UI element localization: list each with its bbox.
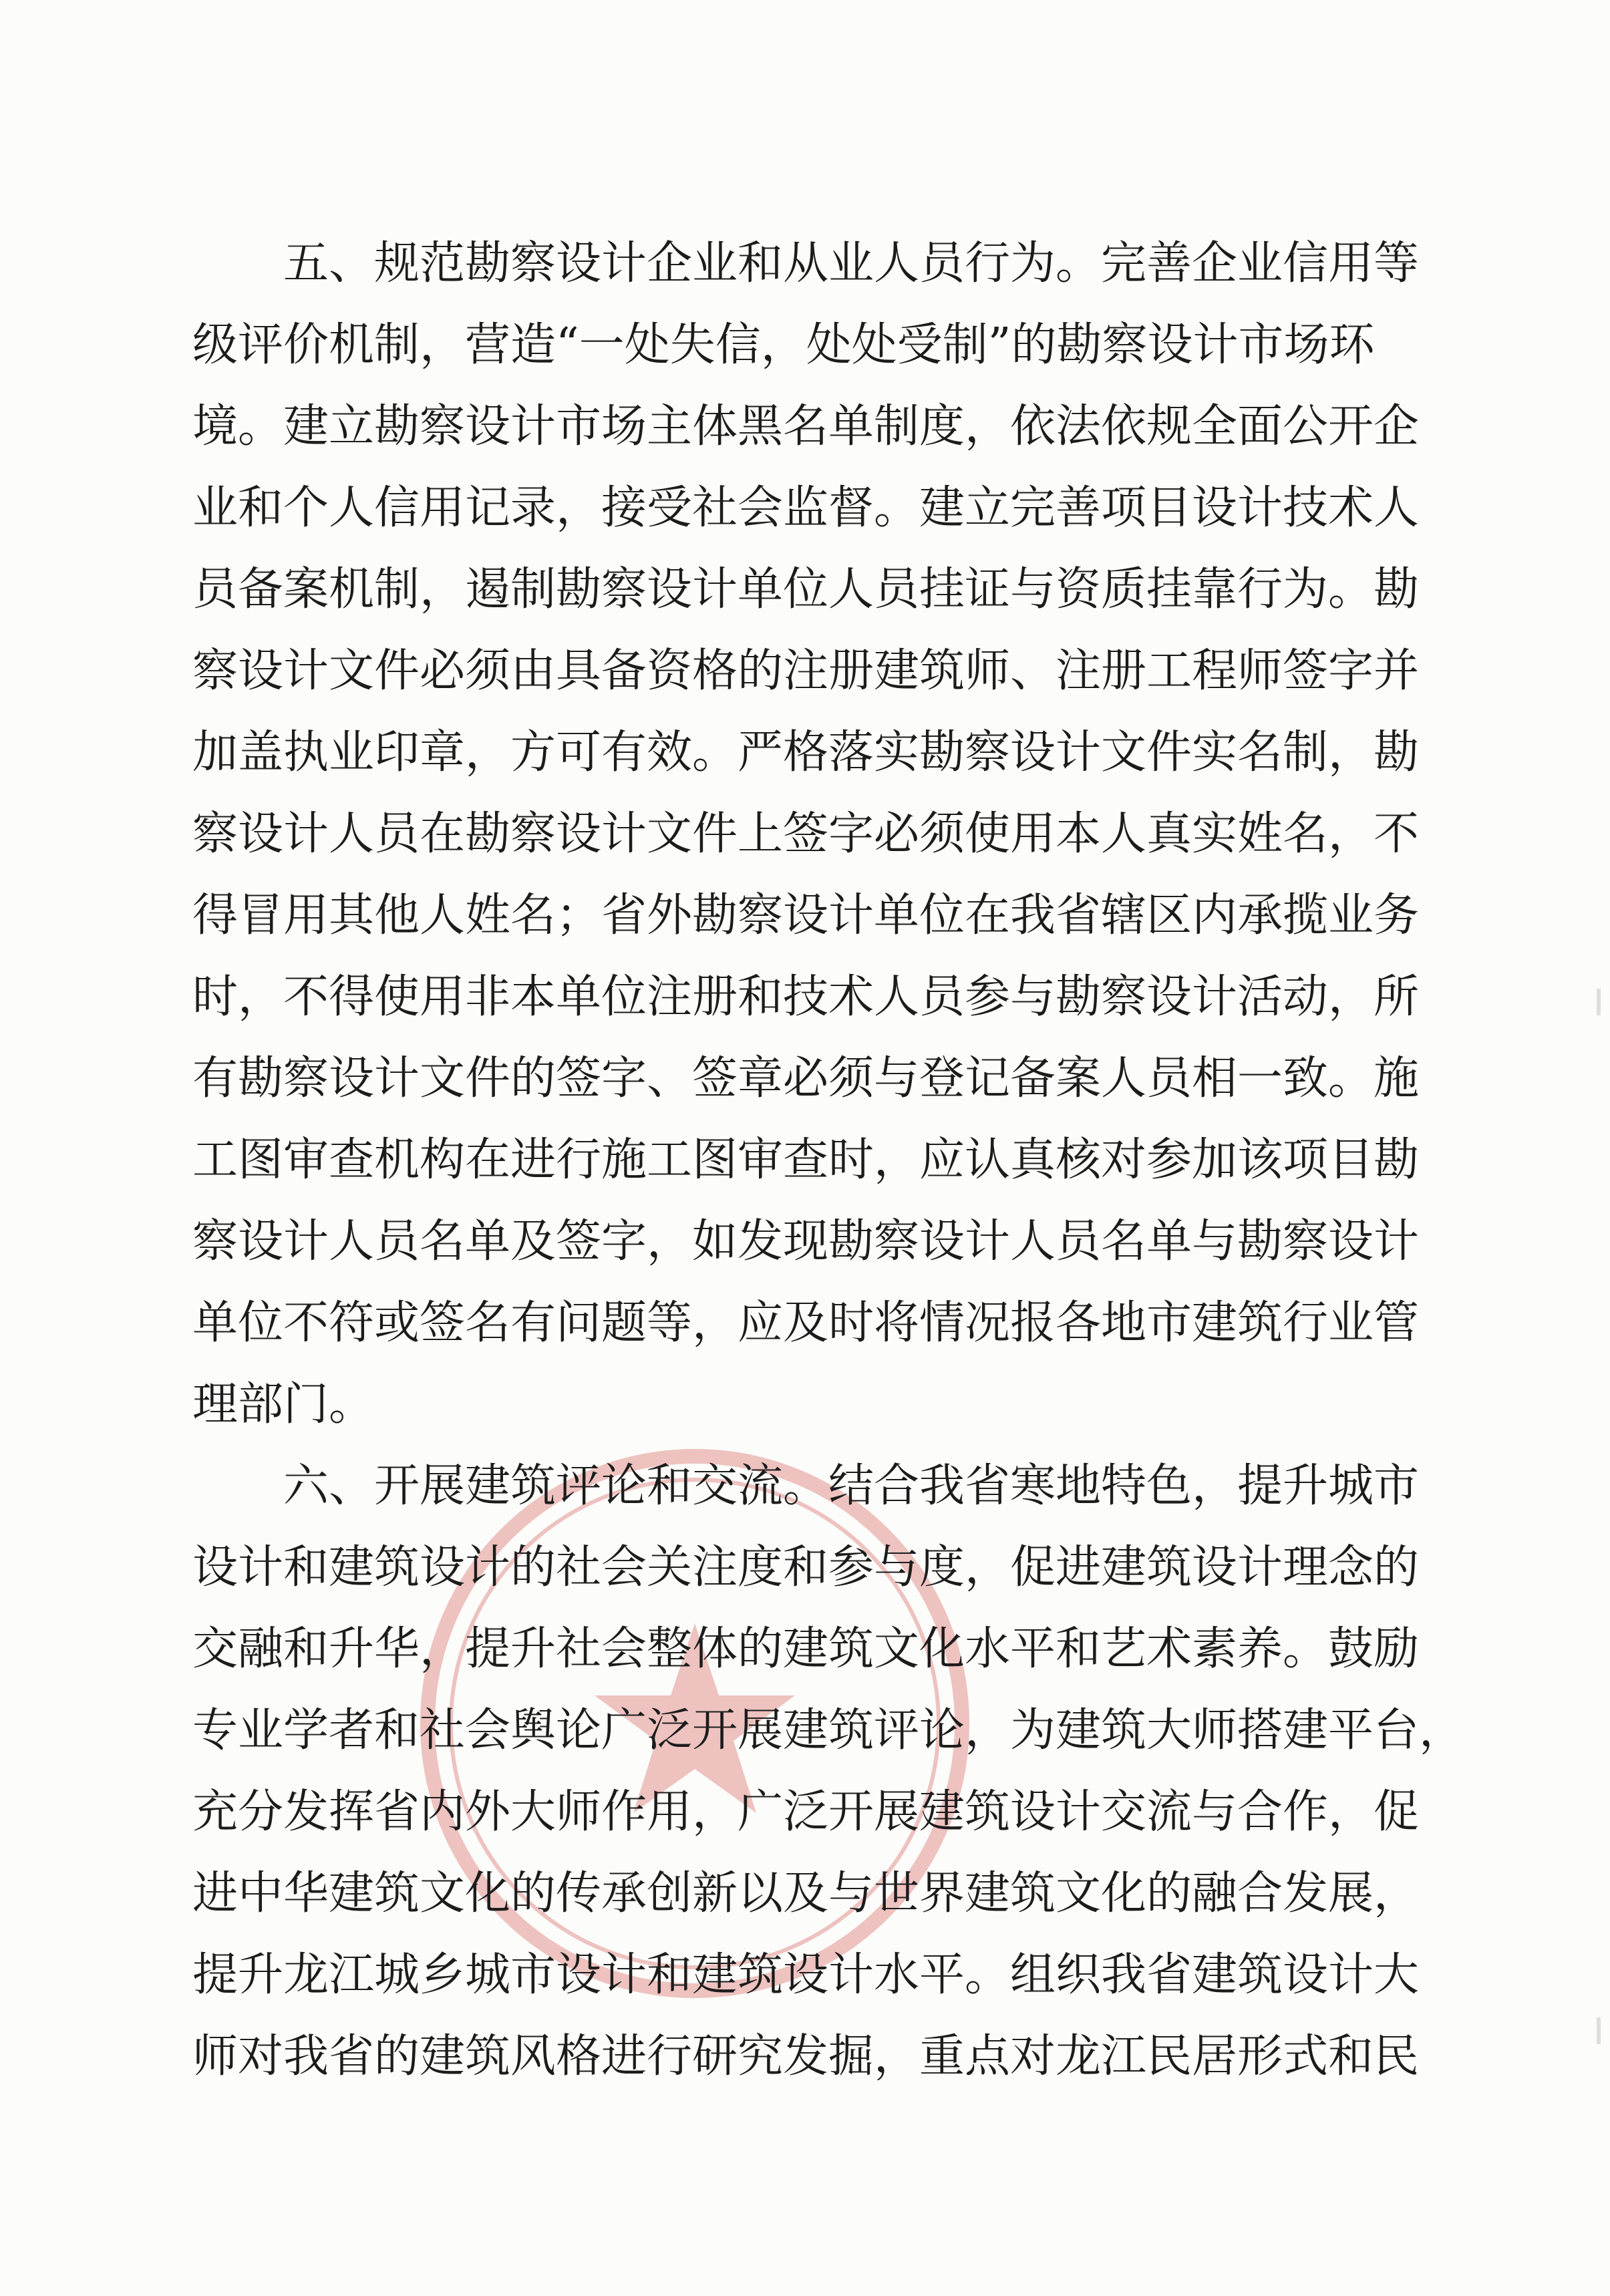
para5-line-12: 工图审查机构在进行施工图审查时，应认真核对参加该项目勘 bbox=[192, 1134, 1420, 1186]
para5-line-4: 业和个人信用记录，接受社会监督。建立完善项目设计技术人 bbox=[192, 482, 1420, 534]
para6-line-4: 专业学者和社会舆论广泛开展建筑评论，为建筑大师搭建平台， bbox=[192, 1704, 1465, 1757]
para5-line-3: 境。建立勘察设计市场主体黑名单制度，依法依规全面公开企 bbox=[192, 400, 1420, 453]
para6-line-8: 师对我省的建筑风格进行研究发掘，重点对龙江民居形式和民 bbox=[192, 2030, 1420, 2083]
scan-edge-mark bbox=[1597, 989, 1601, 1015]
para5-line-8: 察设计人员在勘察设计文件上签字必须使用本人真实姓名，不 bbox=[192, 808, 1420, 860]
para6-line-6: 进中华建筑文化的传承创新以及与世界建筑文化的融合发展， bbox=[192, 1867, 1420, 1920]
para5-line-13: 察设计人员名单及签字，如发现勘察设计人员名单与勘察设计 bbox=[192, 1215, 1420, 1268]
para6-line-5: 充分发挥省内外大师作用，广泛开展建筑设计交流与合作，促 bbox=[192, 1786, 1420, 1838]
para5-line-6: 察设计文件必须由具备资格的注册建筑师、注册工程师签字并 bbox=[192, 645, 1420, 697]
para6-line-1: 六、开展建筑评论和交流。结合我省寒地特色，提升城市 bbox=[283, 1460, 1420, 1512]
para5-line-10: 时，不得使用非本单位注册和技术人员参与勘察设计活动，所 bbox=[192, 971, 1420, 1023]
para6-line-2: 设计和建筑设计的社会关注度和参与度，促进建筑设计理念的 bbox=[192, 1541, 1420, 1594]
para5-line-15: 理部门。 bbox=[192, 1378, 375, 1431]
para5-line-7: 加盖执业印章，方可有效。严格落实勘察设计文件实名制，勘 bbox=[192, 726, 1420, 779]
para6-line-7: 提升龙江城乡城市设计和建筑设计水平。组织我省建筑设计大 bbox=[192, 1949, 1420, 2001]
para5-line-9: 得冒用其他人姓名；省外勘察设计单位在我省辖区内承揽业务 bbox=[192, 889, 1420, 942]
para5-line-11: 有勘察设计文件的签字、签章必须与登记备案人员相一致。施 bbox=[192, 1052, 1420, 1105]
para5-line-1: 五、规范勘察设计企业和从业人员行为。完善企业信用等 bbox=[283, 237, 1420, 290]
para5-line-5: 员备案机制，遏制勘察设计单位人员挂证与资质挂靠行为。勘 bbox=[192, 563, 1420, 616]
para5-line-2: 级评价机制，营造“一处失信，处处受制”的勘察设计市场环 bbox=[192, 319, 1375, 371]
scan-edge-mark bbox=[1597, 2017, 1601, 2044]
para5-line-14: 单位不符或签名有问题等，应及时将情况报各地市建筑行业管 bbox=[192, 1297, 1420, 1349]
para6-line-3: 交融和升华，提升社会整体的建筑文化水平和艺术素养。鼓励 bbox=[192, 1623, 1420, 1675]
